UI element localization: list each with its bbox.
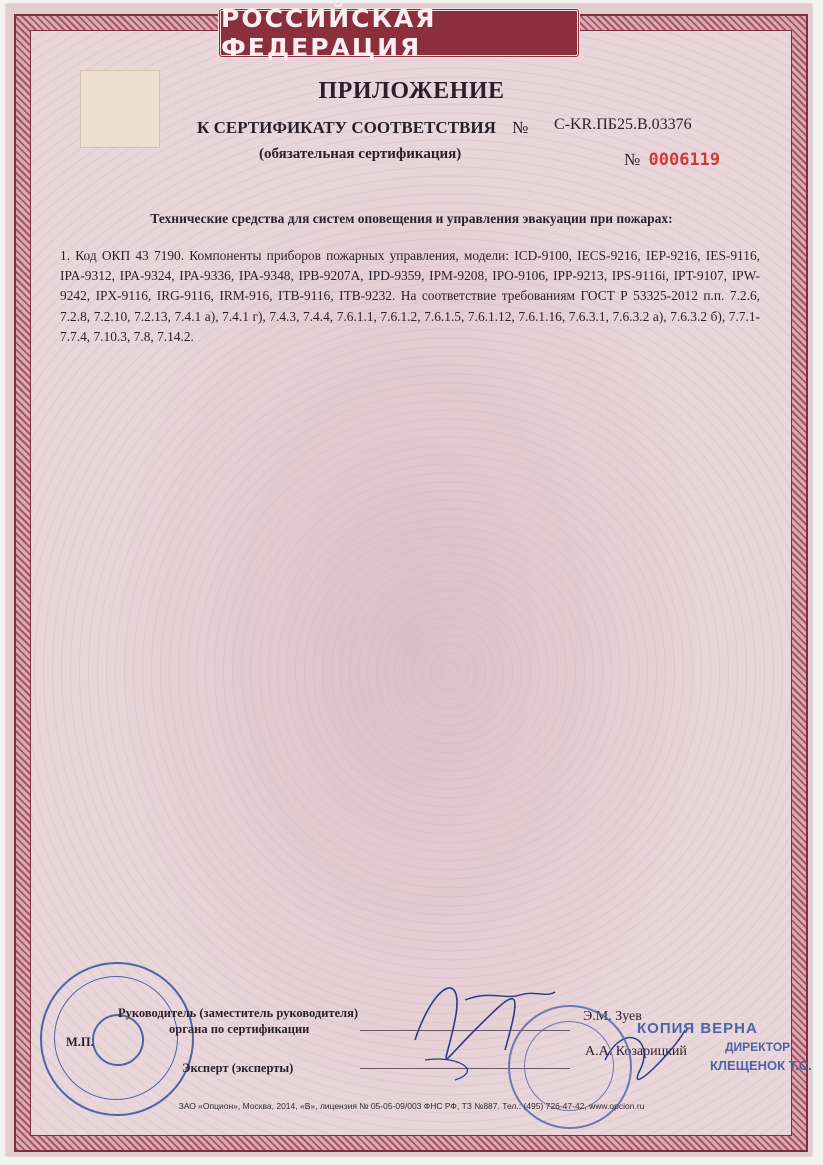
body-text: 1. Код ОКП 43 7190. Компоненты приборов пожарных управления, модели: ICD-9100, IECS-9216, IEP-9216, IES-9116, IPA-9312, IPA-9324, IPA-9336, IPA-9348, IPB-9207A, IPD-9359, IPM-9208, IPO-9106, IPP-9213, IPS-9116i, IPT-9107, IPW-9242, IPX-9116, IRG-9116, IRM-916, ITB-9116, ITB-9232. На соответствие требованиям ГОСТ Р 53325-2012 п.п. 7.2.6, 7.2.8, 7.2.10, 7.2.13, 7.4.1 а), 7.4.1 г), 7.4.3, 7.4.4, 7.6.1.1, 7.6.1.2, 7.6.1.5, 7.6.1.12, 7.6.1.16, 7.6.3.1, 7.6.3.2 а), 7.6.3.2 б), 7.7.1-7.7.4, 7.10.3, 7.8, 7.14.2.	[60, 248, 760, 344]
serial-number-block	[624, 150, 720, 170]
certificate-number: С-KR.ПБ25.В.03376	[554, 116, 692, 133]
copy-verified-stamp	[637, 1020, 758, 1037]
director-text: ДИРЕКТОР	[725, 1040, 791, 1054]
head-name: Э.М. Зуев	[583, 1009, 642, 1024]
country-title: РОССИЙСКАЯ ФЕДЕРАЦИЯ	[221, 4, 437, 62]
number-sign: №	[512, 118, 529, 137]
copy-text: КОПИЯ ВЕРНА	[637, 1020, 758, 1037]
document-subheading	[197, 118, 528, 138]
serial-number: 0006119	[648, 150, 721, 170]
serial-sign: №	[624, 150, 641, 169]
head-label-line2: органа по сертификации	[169, 1022, 310, 1036]
stamp-name-text: КЛЕЩЕНОК Т.С.	[710, 1058, 812, 1073]
subheading-text: К СЕРТИФИКАТУ СООТВЕТСТВИЯ	[197, 118, 496, 137]
mp-label: М.П.	[66, 1035, 94, 1049]
expert-label: Эксперт (эксперты)	[182, 1061, 294, 1075]
round-seal	[40, 962, 194, 1116]
country-title-plate	[218, 4, 580, 62]
section-title: Технические средства для систем оповещения и управления эвакуации при пожарах:	[150, 211, 673, 226]
head-label-line1: Руководитель (заместитель руководителя)	[118, 1006, 359, 1020]
document-heading: ПРИЛОЖЕНИЕ	[318, 78, 505, 104]
mandatory-note: (обязательная сертификация)	[259, 146, 462, 162]
printer-footer: ЗАО «Опцион», Москва, 2014, «В», лицензия № 05-05-09/003 ФНС РФ, ТЗ №887. Тел.: (495) 726-47-42, www.opcion.ru	[178, 1101, 645, 1111]
expert-name: А.А. Козарицкий	[585, 1044, 687, 1059]
